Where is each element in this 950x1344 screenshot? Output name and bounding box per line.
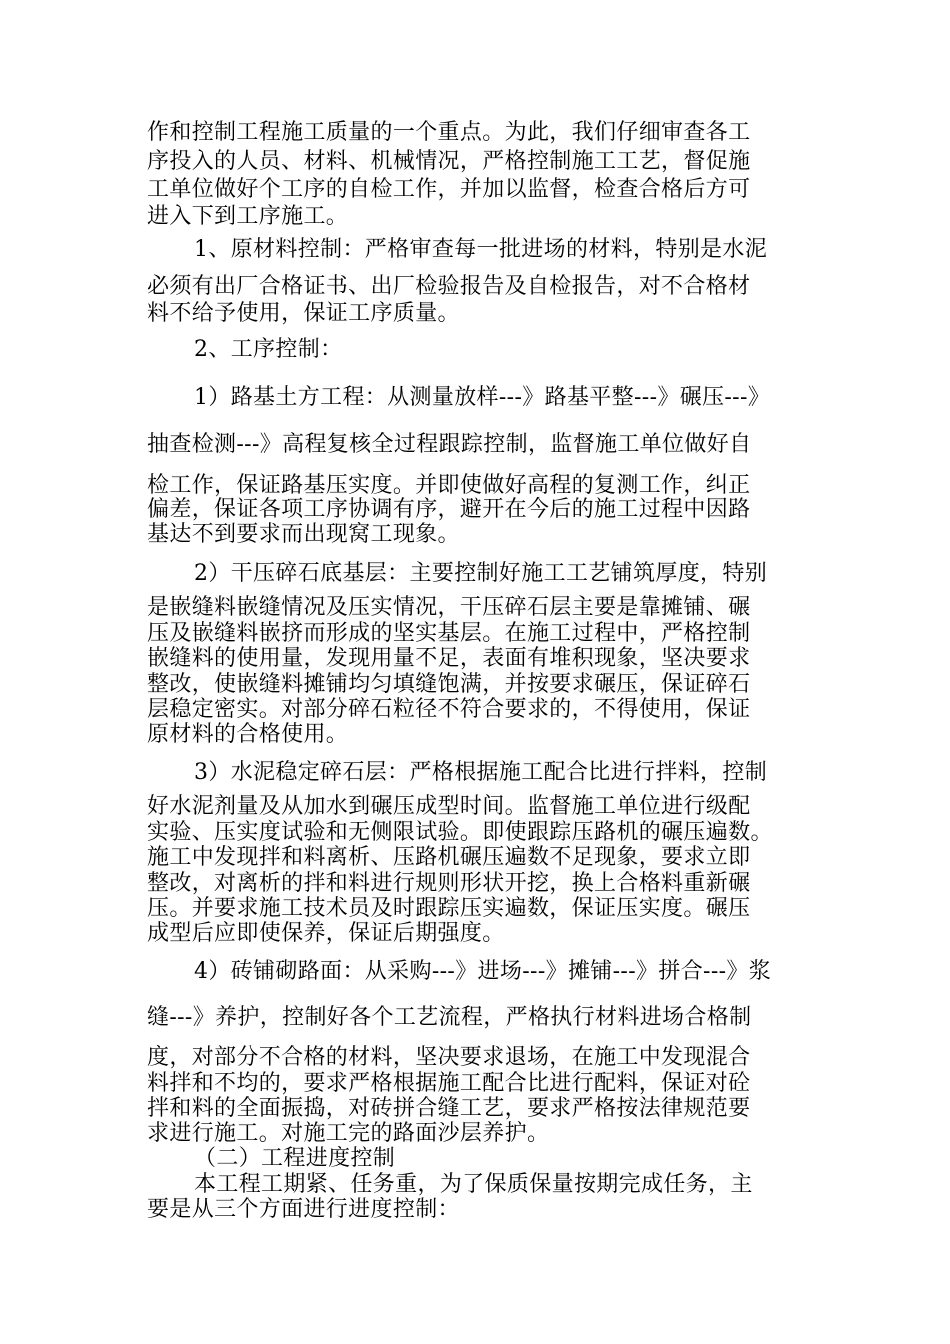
text-line: 嵌缝料的使用量，发现用量不足，表面有堆积现象，坚决要求: [147, 646, 751, 671]
text-line: 料拌和不均的，要求严格根据施工配合比进行配料，保证对砼: [147, 1071, 751, 1096]
text-line: 压及嵌缝料嵌挤而形成的坚实基层。在施工过程中，严格控制: [147, 621, 751, 646]
text-line: 序投入的人员、材料、机械情况，严格控制施工工艺，督促施: [147, 149, 751, 174]
section-heading: （二）工程进度控制: [194, 1146, 396, 1171]
text-line: 1、原材料控制：严格审查每一批进场的材料，特别是水泥: [194, 237, 768, 262]
text-line: 度，对部分不合格的材料，坚决要求退场，在施工中发现混合: [147, 1045, 751, 1070]
text-line: 2、工序控制：: [194, 337, 343, 362]
text-line: 1）路基土方工程：从测量放样---》路基平整---》碾压---》: [194, 385, 771, 410]
text-line: 本工程工期紧、任务重，为了保质保量按期完成任务，主: [194, 1172, 753, 1197]
text-line: 3）水泥稳定碎石层：严格根据施工配合比进行拌料，控制: [194, 760, 768, 785]
text-line: 基达不到要求而出现窝工现象。: [147, 522, 460, 547]
text-line: 压。并要求施工技术员及时跟踪压实遍数，保证压实度。碾压: [147, 896, 751, 921]
text-line: 料不给予使用，保证工序质量。: [147, 301, 460, 326]
text-line: 进入下到工序施工。: [147, 204, 349, 229]
text-line: 4）砖铺砌路面：从采购---》进场---》摊铺---》拼合---》浆: [194, 959, 772, 984]
text-line: 是嵌缝料嵌缝情况及压实情况，干压碎石层主要是靠摊铺、碾: [147, 595, 751, 620]
text-line: 整改，使嵌缝料摊铺均匀填缝饱满，并按要求碾压，保证碎石: [147, 672, 751, 697]
text-line: 成型后应即使保养，保证后期强度。: [147, 921, 505, 946]
text-line: 要是从三个方面进行进度控制：: [147, 1197, 460, 1222]
text-line: 好水泥剂量及从加水到碾压成型时间。监督施工单位进行级配: [147, 794, 751, 819]
text-line: 原材料的合格使用。: [147, 722, 349, 747]
text-line: 作和控制工程施工质量的一个重点。为此，我们仔细审查各工: [147, 120, 751, 145]
text-line: 工单位做好个工序的自检工作，并加以监督，检查合格后方可: [147, 177, 751, 202]
text-line: 抽查检测---》高程复核全过程跟踪控制，监督施工单位做好自: [147, 432, 752, 457]
text-line: 缝---》养护，控制好各个工艺流程，严格执行材料进场合格制: [147, 1005, 752, 1030]
text-line: 检工作，保证路基压实度。并即使做好高程的复测工作，纠正: [147, 473, 751, 498]
text-line: 2）干压碎石底基层：主要控制好施工工艺铺筑厚度，特别: [194, 561, 768, 586]
text-line: 整改，对离析的拌和料进行规则形状开挖，换上合格料重新碾: [147, 871, 751, 896]
text-line: 实验、压实度试验和无侧限试验。即使跟踪压路机的碾压遍数。: [147, 820, 773, 845]
text-line: 必须有出厂合格证书、出厂检验报告及自检报告，对不合格材: [147, 274, 751, 299]
text-line: 拌和料的全面振捣，对砖拼合缝工艺，要求严格按法律规范要: [147, 1096, 751, 1121]
text-line: 层稳定密实。对部分碎石粒径不符合要求的，不得使用，保证: [147, 697, 751, 722]
text-line: 施工中发现拌和料离析、压路机碾压遍数不足现象，要求立即: [147, 845, 751, 870]
text-line: 偏差，保证各项工序协调有序，避开在今后的施工过程中因路: [147, 497, 751, 522]
text-line: 求进行施工。对施工完的路面沙层养护。: [147, 1121, 550, 1146]
